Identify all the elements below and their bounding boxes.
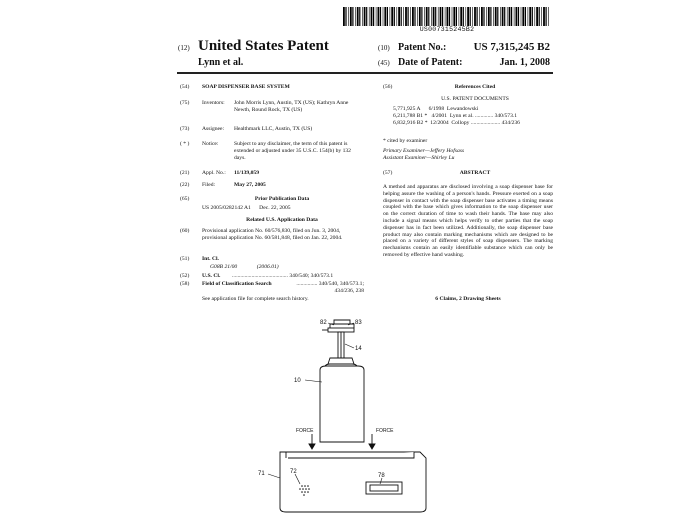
code-12: (12) <box>178 44 190 52</box>
int-cl-value: G08B 21/00 (2006.01) <box>210 264 279 270</box>
field-search-label: Field of Classification Search <box>202 281 272 287</box>
barcode <box>343 7 551 26</box>
abstract-text: A method and apparatus are disclosed involving a soap dispenser base for helping assure the washing of a person's hands. Pressure exerted on a soap dispenser in contact with the soap dispenser base activates a timing means coupled with the base which gives information to the soap dispenser user on the correct duration of time to wash their hands. The base may also include a signal means which helps verify to other parties that the soap dispenser has in fact been utilized. Additionally, the soap dispenser base product may also contain marking mechanisms which are designed to be placed on a variety of different styles of soap dispensers. The marking mechanisms contain an easily identifiable substance which can only be removed by effective hand washing. <box>383 184 553 258</box>
search-history-note: See application file for complete search history. <box>202 296 309 302</box>
field-code: (52) <box>180 273 190 279</box>
notice-value: Subject to any disclaimer, the term of this patent is extended or adjusted under 35 U.S.C. 154(b) by 132 days. <box>234 141 351 161</box>
reference-row: 5,771,925 A 6/1998 Lewandowski <box>393 106 479 112</box>
references-subheading: U.S. PATENT DOCUMENTS <box>441 96 509 102</box>
filed-label: Filed: <box>202 182 216 188</box>
field-code: (51) <box>180 256 190 262</box>
label-10: 10 <box>294 378 301 384</box>
document-type: United States Patent <box>198 38 329 54</box>
int-cl-label: Int. Cl. <box>202 256 219 262</box>
date-of-patent: Jan. 1, 2008 <box>499 57 550 68</box>
label-78: 78 <box>378 473 385 479</box>
header-rule <box>177 72 553 74</box>
field-code: (54) <box>180 84 190 90</box>
field-code: (57) <box>383 170 393 176</box>
cited-by-examiner: * cited by examiner <box>383 138 428 144</box>
primary-examiner: Primary Examiner—Jeffery Hofsass <box>383 148 465 154</box>
force-label-left: FORCE <box>296 428 314 434</box>
related-application-heading: Related U.S. Application Data <box>246 217 318 223</box>
prior-publication-heading: Prior Publication Data <box>254 196 310 202</box>
appl-no-label: Appl. No.: <box>202 170 226 176</box>
bottle <box>320 358 364 442</box>
field-code: ( * ) <box>180 141 190 147</box>
inventors-value: John Morris Lynn, Austin, TX (US); Kathryn Anne Newth, Round Rock, TX (US) <box>234 100 349 113</box>
patent-no-label: Patent No.: <box>398 42 447 53</box>
us-cl-value: ........................................ 340/540; 340/573.1 <box>232 273 334 279</box>
claims-summary: 6 Claims, 2 Drawing Sheets <box>435 296 501 302</box>
assistant-examiner: Assistant Examiner—Shirley Lu <box>383 155 455 161</box>
field-code: (75) <box>180 100 190 106</box>
field-code: (65) <box>180 196 190 202</box>
field-code: (21) <box>180 170 190 176</box>
inventor-short: Lynn et al. <box>198 57 244 68</box>
abstract-heading: ABSTRACT <box>459 170 491 176</box>
label-71: 71 <box>258 471 265 477</box>
provisional-application: Provisional application No. 60/576,830, filed on Jun. 3, 2004, provisional application No. 60/581,848, filed on Jan. 22, 2004. <box>202 228 343 241</box>
title-field: SOAP DISPENSER BASE SYSTEM <box>202 84 290 90</box>
reference-row: 6,211,788 B1 * 4/2001 Lynn et al. ............. 340/573.1 <box>393 113 518 119</box>
label-14: 14 <box>355 346 362 352</box>
patent-number: US 7,315,245 B2 <box>473 41 550 53</box>
field-code: (73) <box>180 126 190 132</box>
field-code: (56) <box>383 84 393 90</box>
references-heading: References Cited <box>454 84 496 90</box>
soap-dispenser-drawing <box>250 318 450 518</box>
field-code: (22) <box>180 182 190 188</box>
appl-no-value: 11/139,059 <box>234 170 260 176</box>
inventors-label: Inventors: <box>202 100 225 106</box>
filed-value: May 27, 2005 <box>234 182 266 188</box>
label-72: 72 <box>290 469 297 475</box>
date-label: Date of Patent: <box>398 57 463 68</box>
assignee-value: Healthmark LLC, Austin, TX (US) <box>234 126 313 132</box>
code-45: (45) <box>378 59 390 67</box>
force-label-right: FORCE <box>376 428 394 434</box>
field-search-value: ............... 340/540, 340/573.1; 434/236, 238 <box>296 281 364 294</box>
barcode-number: US007315245B2 <box>419 26 475 33</box>
prior-publication-value: US 2005/0282142 A1 Dec. 22, 2005 <box>202 205 291 211</box>
label-82: 82 <box>320 320 327 326</box>
code-10: (10) <box>378 44 390 52</box>
notice-label: Notice: <box>202 141 219 147</box>
us-cl-label: U.S. Cl. <box>202 273 221 279</box>
pump-head <box>322 320 354 358</box>
reference-row: 6,832,916 B2 * 12/2004 Collopy ..................... 434/236 <box>393 120 520 126</box>
field-code: (58) <box>180 281 190 287</box>
label-83: 83 <box>355 320 362 326</box>
dispenser-base <box>280 452 426 512</box>
field-code: (60) <box>180 228 190 234</box>
assignee-label: Assignee: <box>202 126 225 132</box>
